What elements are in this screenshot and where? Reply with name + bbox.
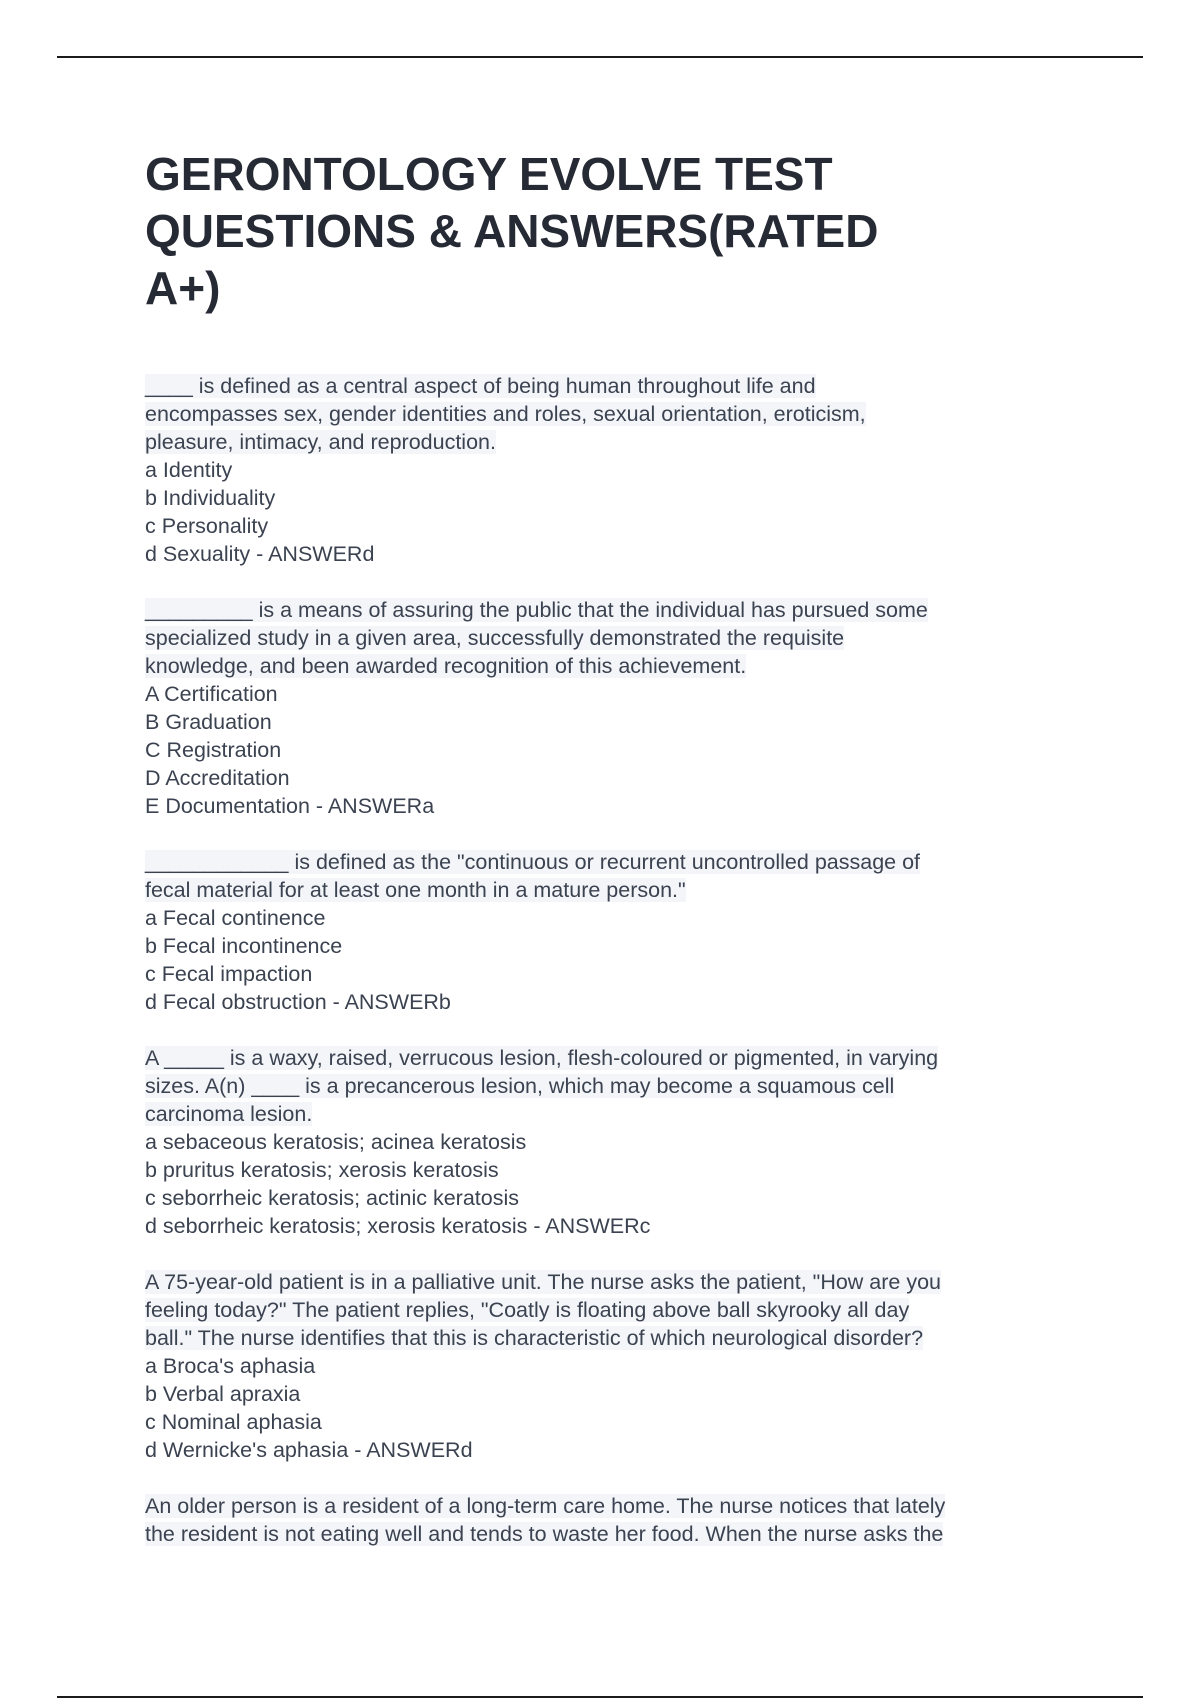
answer-option: b Individuality <box>145 486 276 510</box>
question-5 <box>145 1268 1065 1464</box>
answer-option: b Fecal incontinence <box>145 934 343 958</box>
question-stem-line: ball." The nurse identifies that this is characteristic of which neurological disorder? <box>145 1326 924 1350</box>
answer-option: c seborrheic keratosis; actinic keratosis <box>145 1186 520 1210</box>
title-line: GERONTOLOGY EVOLVE TEST <box>145 148 833 200</box>
question-stem-line: the resident is not eating well and tends to waste her food. When the nurse asks the <box>145 1522 944 1546</box>
answer-option: c Nominal aphasia <box>145 1410 322 1434</box>
question-4 <box>145 1044 1065 1240</box>
answer-option: a Fecal continence <box>145 906 326 930</box>
title-line: A+) <box>145 262 221 314</box>
question-6 <box>145 1492 1065 1548</box>
answer-option: d Sexuality - ANSWERd <box>145 542 375 566</box>
question-stem-line: ____________ is defined as the "continuous or recurrent uncontrolled passage of <box>145 850 921 874</box>
title-line: QUESTIONS & ANSWERS(RATED <box>145 205 879 257</box>
question-stem-line: fecal material for at least one month in a mature person." <box>145 878 686 902</box>
answer-option: d seborrheic keratosis; xerosis keratosis - ANSWERc <box>145 1214 651 1238</box>
question-stem-line: carcinoma lesion. <box>145 1102 313 1126</box>
question-stem-line: encompasses sex, gender identities and roles, sexual orientation, eroticism, <box>145 402 866 426</box>
question-stem-line: An older person is a resident of a long-term care home. The nurse notices that lately <box>145 1494 946 1518</box>
question-stem-line: specialized study in a given area, successfully demonstrated the requisite <box>145 626 845 650</box>
answer-option: a Identity <box>145 458 233 482</box>
question-stem-line: knowledge, and been awarded recognition of this achievement. <box>145 654 747 678</box>
answer-option: C Registration <box>145 738 282 762</box>
document-title <box>145 146 965 317</box>
answer-option: d Fecal obstruction - ANSWERb <box>145 990 451 1014</box>
question-2 <box>145 596 1065 820</box>
question-1 <box>145 372 1065 568</box>
answer-option: D Accreditation <box>145 766 290 790</box>
page-content <box>145 146 1065 1576</box>
bottom-rule <box>57 1696 1143 1698</box>
question-list <box>145 372 1065 1548</box>
answer-option: E Documentation - ANSWERa <box>145 794 435 818</box>
answer-option: c Fecal impaction <box>145 962 313 986</box>
answer-option: b pruritus keratosis; xerosis keratosis <box>145 1158 499 1182</box>
question-3 <box>145 848 1065 1016</box>
question-stem-line: sizes. A(n) ____ is a precancerous lesion, which may become a squamous cell <box>145 1074 895 1098</box>
answer-option: b Verbal apraxia <box>145 1382 301 1406</box>
question-stem-line: _________ is a means of assuring the public that the individual has pursued some <box>145 598 928 622</box>
answer-option: a sebaceous keratosis; acinea keratosis <box>145 1130 527 1154</box>
question-stem-line: feeling today?" The patient replies, "Coatly is floating above ball skyrooky all day <box>145 1298 910 1322</box>
answer-option: a Broca's aphasia <box>145 1354 316 1378</box>
answer-option: B Graduation <box>145 710 272 734</box>
answer-option: A Certification <box>145 682 278 706</box>
answer-option: c Personality <box>145 514 269 538</box>
question-stem-line: A 75-year-old patient is in a palliative unit. The nurse asks the patient, "How are you <box>145 1270 942 1294</box>
answer-option: d Wernicke's aphasia - ANSWERd <box>145 1438 473 1462</box>
question-stem-line: ____ is defined as a central aspect of being human throughout life and <box>145 374 816 398</box>
top-rule <box>57 56 1143 58</box>
question-stem-line: pleasure, intimacy, and reproduction. <box>145 430 496 454</box>
question-stem-line: A _____ is a waxy, raised, verrucous lesion, flesh-coloured or pigmented, in varying <box>145 1046 939 1070</box>
